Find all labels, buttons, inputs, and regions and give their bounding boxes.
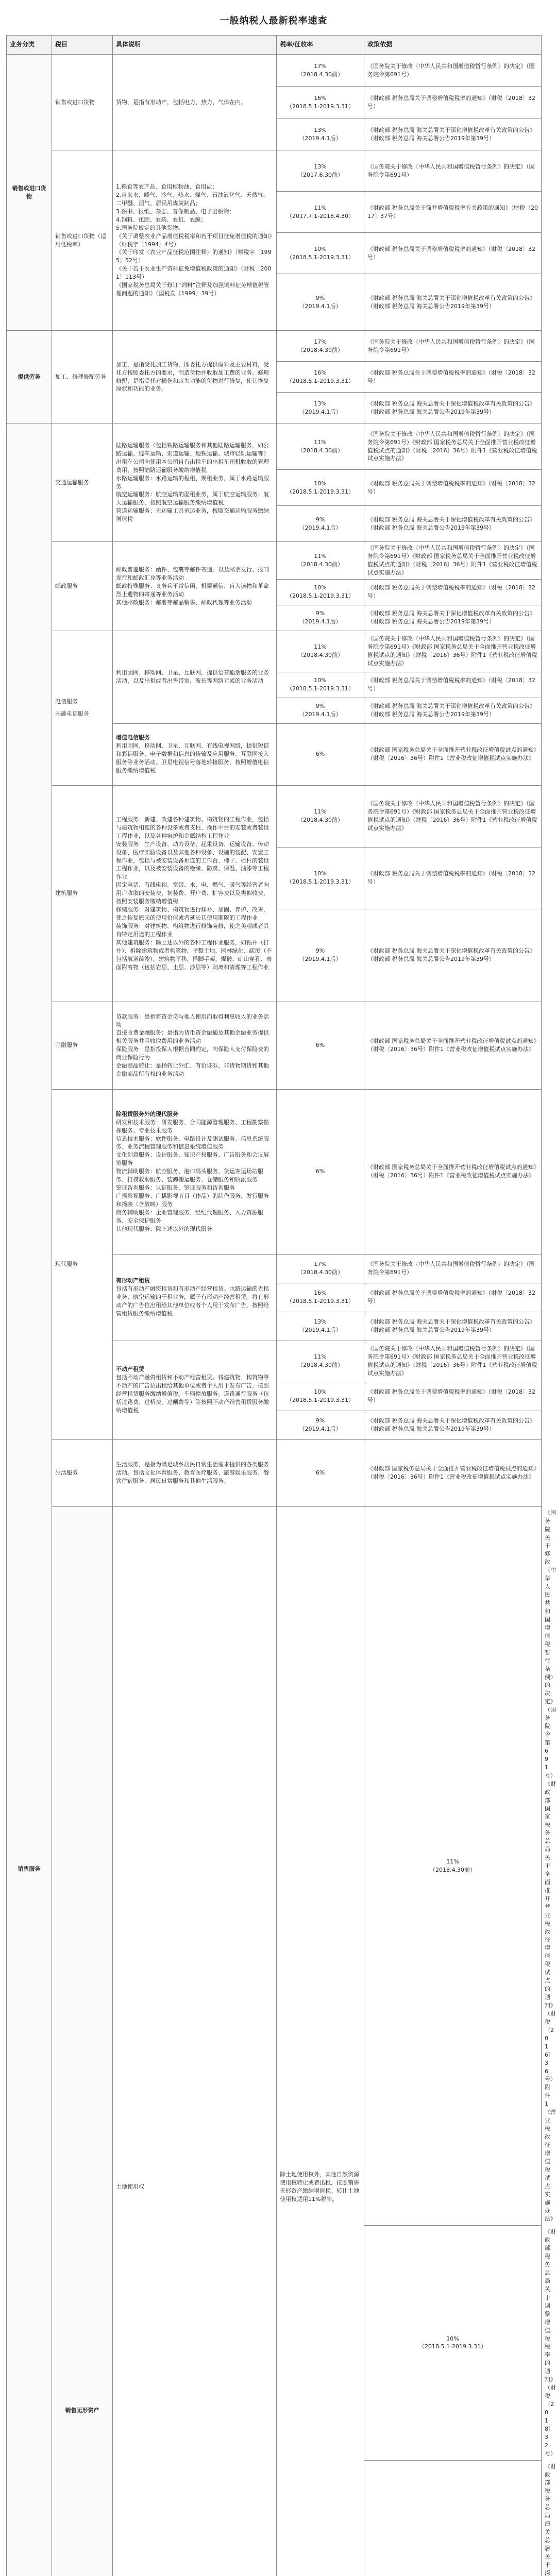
item-life: 生活服务 xyxy=(52,1439,113,1506)
rate-cell: 16% （2018.5.1-2019.3.31） xyxy=(277,1283,364,1312)
table-row xyxy=(7,1002,542,1089)
tax-rate-table xyxy=(6,35,542,2576)
rate-cell: 17% （2018.4.30前） xyxy=(277,55,364,87)
desc-line: 4.饲料、化肥、农药、农机、农膜； xyxy=(116,216,273,224)
desc-goods-general: 货物，是指有形动产，包括电力、热力、气体在内。 xyxy=(113,55,277,150)
rate-cell: 16% （2018.5.1-2019.3.31） xyxy=(277,87,364,118)
desc-line: 水路运输服务：水路运输的程租、期租业务，属于水路运输服务 xyxy=(116,474,273,491)
desc-line: 装饰服务：对建筑物、构筑物进行修饰装修，使之美观或者具有特定用途的工程作业 xyxy=(116,922,273,939)
modern-general-sub: 除租赁服务外的现代服务 xyxy=(116,1110,273,1118)
rate-cell: 11% （2018.4.30前） xyxy=(277,1341,364,1382)
header-category: 业务分类 xyxy=(7,36,52,55)
desc-telecom-basic: 利用固网、移动网、卫星、互联网，提供语音通话服务的业务活动，以及出租或者出售带宽、波长等网络元素的业务活动 xyxy=(113,631,277,723)
desc-line: 航空运输服务：航空运输的湿租业务，属于航空运输服务；航天运输服务，按照航空运输服务缴纳增值税 xyxy=(116,490,273,507)
basis-cell: 《财政部 税务总局 海关总署关于深化增值税改革有关政策的公告》（财政部 税务总局 海关总署公告2019年第39号） xyxy=(364,506,542,542)
item-land: 土地使用权 xyxy=(113,1506,277,2576)
basis-cell: 《财政部 国家税务总局关于全面推开营业税改征增值税试点的通知》（财税〔2016〕36号）附件1《营业税改征增值税试点实施办法》 xyxy=(364,1002,542,1089)
basis-cell: 《财政部 国家税务总局关于全面推开营业税改征增值税试点的通知》（财税〔2016〕36号）附件1《营业税改征增值税试点实施办法》 xyxy=(364,723,542,785)
desc-modern-general xyxy=(113,1089,277,1254)
basis-cell: 《财政部 税务总局 海关总署关于深化增值税改革有关政策的公告》（财政部 税务总局 海关总署公告2019年第39号） xyxy=(364,1411,542,1439)
desc-line: 邮政特殊服务：义务兵平常信函、机要通信、盲人读物和革命烈士遗物的寄递等业务活动 xyxy=(116,582,273,599)
basis-cell: 《财政部 税务总局关于调整增值税税率的通知》（财税〔2018〕32号） xyxy=(364,1382,542,1411)
desc-line: 直接收费金融服务：是指为货币资金融通及其他金融业务提供相关服务并且收取费用的业务活动 xyxy=(116,1029,273,1045)
desc-line: 贷款服务：是指将资金贷与他人使用而取得利息收入的业务活动 xyxy=(116,1013,273,1029)
header-basis: 政策依据 xyxy=(364,36,542,55)
desc-line: 工程服务：新建、改建各种建筑物、构筑物的工程作业，包括与建筑物相连的各种设备或者支柱、操作平台的安装或者装设工程作业，以及各种窑炉和金属结构工程作业 xyxy=(116,816,273,840)
rate-cell xyxy=(364,2460,542,2576)
rate-cell: 6% xyxy=(277,723,364,785)
rate-cell: 11% （2018.4.30前） xyxy=(277,423,364,470)
page-title: 一般纳税人最新税率速查 xyxy=(6,13,541,29)
basis-cell: 《国务院关于修改〈中华人民共和国增值税暂行条例〉的决定》（国务院令第691号）《财政部 国家税务总局关于全面推开营业税改征增值税试点的通知》（财税〔2016〕36号）附件1《营业税改征增值税试点实施办法》 xyxy=(364,423,542,470)
table-row: 《财政部 税务总局 海关总署关于深 xyxy=(7,2460,542,2576)
desc-line: 《国家税务总局关于修订“饲料”注释及加强饲料征免增值税管理问题的通知》（国税发〔1999〕39号） xyxy=(116,281,273,298)
rate-cell: 17% （2018.4.30前） xyxy=(277,331,364,362)
table-row xyxy=(7,423,542,470)
item-goods-low: 销售或进口货物（适用低税率） xyxy=(52,150,113,331)
table-row xyxy=(7,1089,542,1254)
desc-line: 2.自来水、暖气、冷气、热水、煤气、石油液化气、天然气、二甲醚、沼气、居民用煤炭制品； xyxy=(116,191,273,208)
basis-cell: 《财政部 国家税务总局关于全面推开营业税改征增值税试点的通知》（财税〔2016〕36号）附件1《营业税改征增值税试点实施办法》 xyxy=(364,1439,542,1506)
desc-line: 安装服务：生产设备、动力设备、起重设备、运输设备、传动设备、医疗实验设备以及其他各种设备、设施的装配、安置工程作业，包括与被安装设备相连的工作台、梯子、栏杆的装设工程作业，以及被安装设备的绝缘、防腐、保温、油漆等工程作业 xyxy=(116,840,273,882)
rate-cell: 10% （2018.5.1-2019.3.31） xyxy=(277,470,364,506)
rate-cell: 6% xyxy=(277,1002,364,1089)
basis-cell: 《财政部 税务总局 海关总署关于深化增值税改革有关政策的公告》（财政部 税务总局 海关总署公告2019年第39号） xyxy=(364,118,542,150)
desc-line: 陆路运输服务（包括铁路运输服务和其他陆路运输服务，如公路运输、缆车运输、索道运输、地铁运输、城市轻轨运输等） xyxy=(116,442,273,458)
modern-movable-sub: 有形动产租赁 xyxy=(116,1277,273,1285)
rate-cell: 9% （2019.4.1后） xyxy=(277,1411,364,1439)
rate-cell: 9% （2019.4.1后） xyxy=(277,909,364,1002)
rate-cell: 11% （2018.4.30前） xyxy=(277,631,364,672)
desc-land: 除土地使用权外，其他自然资源使用权转让或者出租，按照销售无形资产缴纳增值税。转让土地使用权适用11%税率。 xyxy=(277,1506,364,2576)
desc-transport xyxy=(113,423,277,542)
desc-line: 物流辅助服务：航空服务、港口码头服务、货运客运场站服务、打捞救助服务、装卸搬运服务、仓储服务和收派服务 xyxy=(116,1167,273,1184)
basis-cell: 《国务院关于修改〈中华人民共和国增值税暂行条例〉的决定》（国务院令第691号） xyxy=(364,1254,542,1283)
basis-cell: 《财政部 税务总局关于调整增值税税率的通知》（财税〔2018〕32号） xyxy=(364,470,542,506)
rate-cell: 13% （2019.4.1后） xyxy=(277,1312,364,1341)
table-row xyxy=(7,785,542,847)
telecom-basic-sub: 基础电信服务 xyxy=(55,710,109,718)
desc-modern-movable xyxy=(113,1254,277,1341)
basis-cell: 《国务院关于修改〈中华人民共和国增值税暂行条例〉的决定》（国务院令第691号）《财政部 国家税务总局关于全面推开营业税改征增值税试点的通知》（财税〔2016〕36号）附件1《营业税改征增值税试点实施办法》 xyxy=(364,785,542,847)
basis-cell: 《财政部 税务总局关于简并增值税税率有关政策的通知》（财税〔2017〕37号） xyxy=(364,192,542,233)
desc-telecom-added xyxy=(113,723,277,785)
basis-cell: 《财政部 税务总局关于调整增值税税率的通知》（财税〔2018〕32号） xyxy=(364,233,542,274)
basis-cell: 《财政部 税务总局 海关总署关于深化增值税改革有关政策的公告》（财政部 税务总局 海关总署公告2019年第39号） xyxy=(364,909,542,1002)
desc-line: 利用固网、移动网、卫星、互联网、有线电视网络，提供短信和彩信服务、电子数据和信息的传输及应用服务、互联网接入服务等业务活动。卫星电视信号落地转接服务，按照增值电信服务缴纳增值税 xyxy=(116,742,273,775)
rate-cell: 10% （2018.5.1-2019.3.31） xyxy=(277,1382,364,1411)
table-header-row xyxy=(7,36,542,55)
telecom-added-sub: 增值电信服务 xyxy=(116,734,273,742)
desc-line: 《关于印发〈农业产品征税范围注释〉的通知》（财税字〔1995〕52号） xyxy=(116,248,273,265)
desc-postal xyxy=(113,542,277,631)
desc-life: 生活服务，是指为满足城乡居民日常生活需求提供的各类服务活动。包括文化体育服务、教育医疗服务、旅游娱乐服务、餐饮住宿服务、居民日常服务和其他生活服务。 xyxy=(113,1439,277,1506)
rate-cell: 10% （2018.5.1-2019.3.31） xyxy=(277,847,364,909)
table-row xyxy=(7,331,542,362)
desc-line: 保险服务：是指投保人根据合同约定，向保险人支付保险费的商业保险行为 xyxy=(116,1045,273,1062)
item-telecom xyxy=(52,631,113,785)
basis-cell: 《国务院关于修改〈中华人民共和国增值税暂行条例〉的决定》（国务院令第691号）《财政部 国家税务总局关于全面推开营业税改征增值税试点的通知》（财税〔2016〕36号）附件1《营业税改征增值税试点实施办法》 xyxy=(364,1341,542,1382)
item-finance: 金融服务 xyxy=(52,1002,113,1089)
basis-cell: 《国务院关于修改〈中华人民共和国增值税暂行条例〉的决定》（国务院令第691号）《财政部 国家税务总局关于全面推开营业税改征增值税试点的通知》（财税〔2016〕36号）附件1《营业税改征增值税试点实施办法》 xyxy=(364,542,542,580)
desc-line: 文化创意服务：设计服务、知识产权服务、广告服务和会议展览服务 xyxy=(116,1151,273,1167)
desc-line: 修缮服务：对建筑物、构筑物进行修补、加固、养护、改善，使之恢复原来的使用价值或者延长其使用期限的工程作业 xyxy=(116,906,273,922)
item-labor: 加工、修理修配劳务 xyxy=(52,331,113,423)
table-row xyxy=(7,55,542,87)
item-goods-general: 销售或进口货物 xyxy=(52,55,113,150)
desc-line: 商务辅助服务：企业管理服务、经纪代理服务、人力资源服务、安全保护服务 xyxy=(116,1209,273,1225)
desc-line: 1.粮食等农产品、食用植物油、食用盐； xyxy=(116,183,273,191)
header-rate: 税率/征收率 xyxy=(277,36,364,55)
table-row xyxy=(7,1439,542,1506)
category-goods: 销售或进口货物 xyxy=(7,55,52,331)
basis-cell: 《财政部 税务总局关于调整增值税税率的通知》（财税〔2018〕32号） xyxy=(364,362,542,393)
item-transport: 交通运输服务 xyxy=(52,423,113,542)
rate-cell: 9% （2019.4.1后） xyxy=(277,274,364,331)
basis-cell: 《财政部 税务总局 海关总署关于深化增值税改革有关政策的公告》（财政部 税务总局 海关总署公告2019年第39号） xyxy=(364,698,542,723)
basis-cell: 《财政部 税务总局 海关总署关于深化增值税改革有关政策的公告》（财政部 税务总局 海关总署公告2019年第39号） xyxy=(364,274,542,331)
desc-line: 《关于若干农业生产资料征免增值税政策的通知》（财税〔2001〕113号） xyxy=(116,265,273,281)
category-labor: 提供劳务 xyxy=(7,331,52,423)
rate-cell: 11% （2017.7.1-2018.4.30） xyxy=(277,192,364,233)
rate-cell: 13% （2019.4.1后） xyxy=(277,118,364,150)
basis-cell: 《国务院关于修改〈中华人民共和国增值税暂行条例〉的决定》（国务院令第691号） xyxy=(364,55,542,87)
basis-cell: 《财政部 税务总局关于调整增值税税率的通知》（财税〔2018〕32号） xyxy=(364,672,542,698)
rate-cell: 17% （2018.4.30前） xyxy=(277,1254,364,1283)
basis-cell: 《国务院关于修改〈中华人民共和国增值税暂行条例〉的决定》（国务院令第691号）《财政部 国家税务总局关于全面推开营业税改征增值税试点的通知》（财税〔2016〕36号）附件1《营业税改征增值税试点实施办法》 xyxy=(364,631,542,672)
basis-cell: 《财政部 税务总局 海关总署关于深化增值税改革有关政策的公告》（财政部 税务总局 海关总署公告2019年第39号） xyxy=(364,1312,542,1341)
rate-cell: 10% （2018.5.1-2019.3.31） xyxy=(277,579,364,605)
item-modern: 现代服务 xyxy=(52,1089,113,1439)
rate-cell: 10% （2018.5.1-2019.3.31） xyxy=(364,2226,542,2460)
basis-cell: 《财政部 税务总局关于调整增值税税率的通知》（财税〔2018〕32号） xyxy=(364,847,542,909)
table-row xyxy=(7,542,542,580)
desc-finance xyxy=(113,1002,277,1089)
header-desc: 具体说明 xyxy=(113,36,277,55)
desc-line: 包括不动产融资租赁和不动产经营租赁。将建筑物、构筑物等不动产的广告位出租给其他单位或者个人用于发布广告，按照经营租赁服务缴纳增值税。车辆停放服务、道路通行服务（包括过路费、过桥费、过闸费等）等按照不动产经营租赁服务缴纳增值税 xyxy=(116,1374,273,1415)
desc-line: 邮政普遍服务：函件、包裹等邮件寄递，以及邮票发行、报刊发行和邮政汇兑等业务活动 xyxy=(116,566,273,582)
rate-cell: 13% （2017.6.30前） xyxy=(277,150,364,192)
basis-cell: 《财政部 税务总局 海关总署关于深化增值税改革有关政策的公告》（财政部 税务总局 海关总署公告2019年第39号） xyxy=(364,605,542,631)
desc-line: 鉴证咨询服务：认证服务、鉴证服务和咨询服务 xyxy=(116,1184,273,1192)
desc-line: 其他建筑服务：除上述以外的各种工程作业服务，如钻井（打井）、拆除建筑物或者构筑物、平整土地、园林绿化、疏浚（不包括航道疏浚）、建筑物平移、搭脚手架、爆破、矿山穿孔、表面附着物（包括岩层、土层、沙层等）剥离和清理等工程作业 xyxy=(116,939,273,972)
category-intangible: 销售无形资产 xyxy=(52,1506,113,2576)
item-construction: 建筑服务 xyxy=(52,785,113,1002)
rate-cell: 16% （2018.5.1-2019.3.31） xyxy=(277,362,364,393)
desc-line: 金融商品转让：是指转让外汇、有价证券、非货物期货和其他金融商品所有权的业务活动 xyxy=(116,1062,273,1078)
desc-line: 5.国务院规定的其他货物。 xyxy=(116,224,273,232)
basis-cell: 《财政部 税务总局关于调整增值税税率的通知》（财税〔2018〕32号） xyxy=(364,87,542,118)
rate-cell: 10% （2018.5.1-2019.3.31） xyxy=(277,233,364,274)
rate-cell: 9% （2019.4.1后） xyxy=(277,698,364,723)
modern-immovable-sub: 不动产租赁 xyxy=(116,1365,273,1374)
desc-line: 信息技术服务：软件服务、电路设计及测试服务、信息系统服务、业务流程管理服务和信息系统增值服务 xyxy=(116,1135,273,1151)
desc-line: 管道运输服务：无运输工具承运业务，按照交通运输服务缴纳增值税 xyxy=(116,507,273,523)
desc-line: 3.图书、报纸、杂志、音像制品、电子出版物； xyxy=(116,208,273,216)
desc-line: 其他邮政服务：邮册等邮品销售、邮政代理等业务活动 xyxy=(116,599,273,607)
rate-cell: 11% （2018.4.30前） xyxy=(364,1506,542,2226)
rate-cell: 10% （2018.5.1-2019.3.31） xyxy=(277,672,364,698)
desc-modern-immovable xyxy=(113,1341,277,1439)
basis-cell: 《财政部 税务总局 海关总署关于深化增值税改革有关政策的公告》（财政部 税务总局 海关总署公告2019年第39号） xyxy=(364,393,542,423)
table-row xyxy=(7,631,542,672)
desc-goods-low xyxy=(113,150,277,331)
desc-line: 固定电话、有线电视、宽带、水、电、燃气、暖气等经营者向用户收取的安装费、初装费、开户费、扩容费以及类似收费，按照安装服务缴纳增值税 xyxy=(116,881,273,906)
rate-cell: 6% xyxy=(277,1089,364,1254)
desc-line: 研发和技术服务：研发服务、合同能源管理服务、工程勘察勘探服务、专业技术服务 xyxy=(116,1118,273,1135)
basis-cell: 《财政部 国家税务总局关于全面推开营业税改征增值税试点的通知》（财税〔2016〕36号）附件1《营业税改征增值税试点实施办法》 xyxy=(364,1089,542,1254)
header-item: 税目 xyxy=(52,36,113,55)
rate-cell: 13% （2019.4.1后） xyxy=(277,393,364,423)
desc-line: 其他现代服务：除上述以外的现代服务 xyxy=(116,1225,273,1233)
rate-cell: 9% （2019.4.1后） xyxy=(277,605,364,631)
desc-construction xyxy=(113,785,277,1002)
rate-cell: 9% （2019.4.1后） xyxy=(277,506,364,542)
table-row: 10% （2018.5.1-2019.3.31） 《财政部 税务总局关于调整增值税税率的通知》（财税〔2018〕32号） xyxy=(7,2226,542,2460)
item-postal: 邮政服务 xyxy=(52,542,113,631)
telecom-label: 电信服务 xyxy=(55,698,109,706)
basis-cell: 《财政部 税务总局关于调整增值税税率的通知》（财税〔2018〕32号） xyxy=(364,579,542,605)
desc-line: 出租车公司向使用本公司自有出租车的出租车司机收取的管理费用，按照陆路运输服务缴纳增值税 xyxy=(116,458,273,474)
table-row xyxy=(7,150,542,192)
desc-labor: 加工，是指受托加工货物，即委托方提供原料及主要材料，受托方按照委托方的要求，制造货物并收取加工费的业务。修理修配，是指受托对损伤和丧失功能的货物进行修复，使其恢复原状和功能的业务。 xyxy=(113,331,277,423)
basis-cell: 《国务院关于修改〈中华人民共和国增值税暂行条例〉的决定》（国务院令第691号） xyxy=(364,150,542,192)
table-row: 销售无形资产 土地使用权 除土地使用权外，其他自然资源使用权转让或者出租，按照销售无形资产缴纳增值税。转让土地使用权适用11%税率。 11% （2018.4.30前） 《国务院关于修改〈中华人民共和国增值税暂行条例〉的决定》（国务院令第691号）《财政部 国家税务总局关于全面推开营业税改征增值税试点的通知》（财税〔2016〕36号）附件1《营业税改征增值税试点实施办法》 xyxy=(7,1506,542,2226)
rate-cell: 11% （2018.4.30前） xyxy=(277,785,364,847)
rate-cell: 11% （2018.4.30前） xyxy=(277,542,364,580)
rate-cell: 6% xyxy=(277,1439,364,1506)
desc-line: 广播影视服务：广播影视节目（作品）的制作服务、发行服务和播映（含放映）服务 xyxy=(116,1192,273,1209)
basis-cell: 《财政部 税务总局关于调整增值税税率的通知》（财税〔2018〕32号） xyxy=(364,1283,542,1312)
category-services: 销售服务 xyxy=(7,423,52,2576)
desc-line: 《关于调整农业产品增值税税率和若干项目征免增值税的通知》（财税字〔1994〕4号） xyxy=(116,232,273,249)
desc-line: 包括有形动产融资租赁和有形动产经营租赁。水路运输的光租业务、航空运输的干租业务，属于有形动产经营租赁。将有形动产的广告位出租给其他单位或者个人用于发布广告，按照经营租赁服务缴纳增值税 xyxy=(116,1285,273,1318)
basis-cell: 《国务院关于修改〈中华人民共和国增值税暂行条例〉的决定》（国务院令第691号） xyxy=(364,331,542,362)
